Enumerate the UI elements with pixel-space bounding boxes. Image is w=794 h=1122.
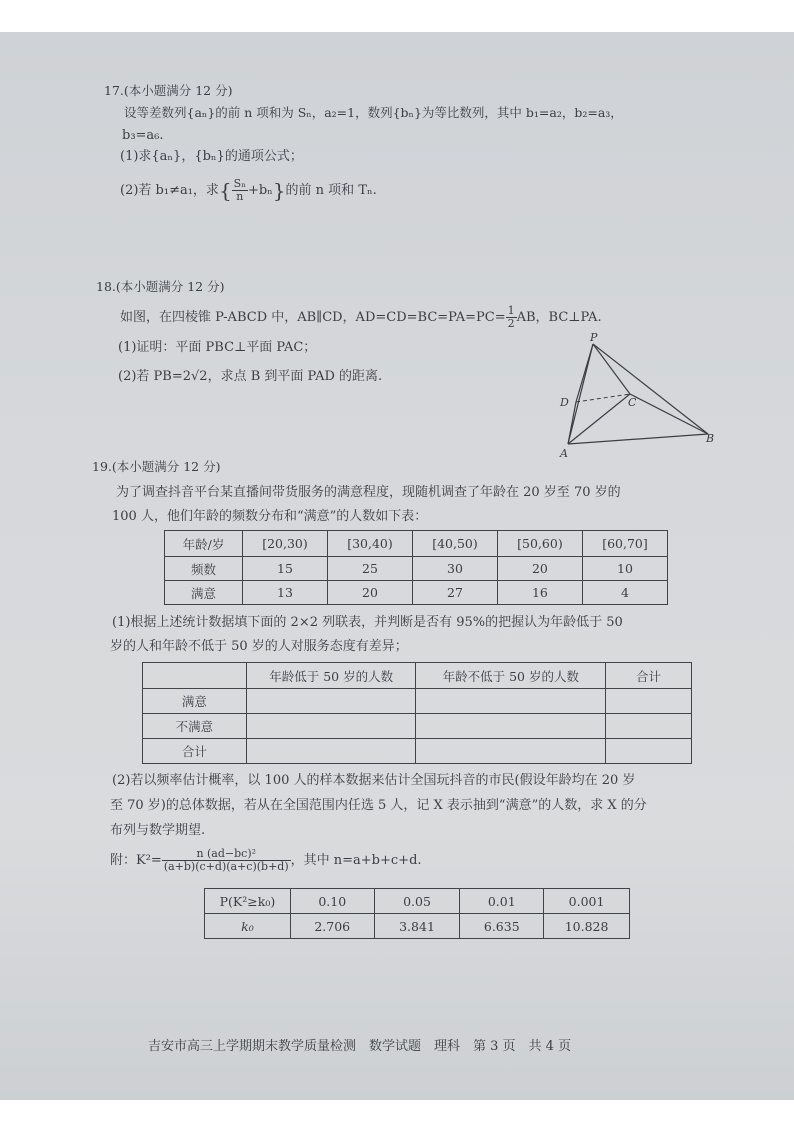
q17-line2: b₃=a₆. (122, 128, 164, 143)
table1-cell: 13 (243, 581, 328, 605)
q19-intro1: 为了调查抖音平台某直播间带货服务的满意程度，现随机调查了年龄在 20 岁至 70 岁的 (116, 485, 621, 500)
q18-line1 (120, 305, 602, 330)
edge-da (568, 402, 576, 444)
table1-cell: 4 (582, 581, 667, 605)
table1-cell: [40,50) (412, 531, 497, 557)
critical-value-table (204, 888, 630, 939)
q18-part2: (2)若 PB=2√2，求点 B 到平面 PAD 的距离. (118, 369, 383, 384)
table3-cell: 0.10 (290, 889, 374, 914)
table1-cell: 20 (327, 581, 412, 605)
label-a: A (560, 447, 568, 460)
table1-row-frequency (165, 557, 668, 581)
label-c: C (628, 396, 637, 409)
table3-cell: 0.001 (544, 889, 630, 914)
label-p: P (590, 331, 598, 344)
table2-row-total (143, 739, 692, 764)
table2-cell: 年龄低于 50 岁的人数 (246, 663, 416, 689)
q17-fraction (232, 178, 248, 203)
q18-line1-post: AB，BC⊥PA. (516, 310, 602, 325)
q19-intro2: 100 人，他们年龄的频数分布和“满意”的人数如下表： (112, 509, 428, 524)
table2-cell: 年龄不低于 50 岁的人数 (416, 663, 606, 689)
table1-cell: 频数 (165, 557, 243, 581)
q19-part2-line3: 布列与数学期望. (110, 823, 206, 838)
q19-part2-line2: 至 70 岁)的总体数据，若从在全国范围内任选 5 人，记 X 表示抽到“满意”的人数，求 X 的分 (110, 798, 647, 813)
formula-pre: 附：K²= (110, 853, 162, 868)
q17-line1: 设等差数列{aₙ}的前 n 项和为 Sₙ，a₂=1，数列{bₙ}为等比数列，其中 b₁=a₂，b₂=a₃， (124, 105, 623, 120)
table3-cell: 0.05 (374, 889, 460, 914)
q17-frac-den: n (236, 190, 244, 203)
table2-blank-cell (606, 714, 692, 739)
edge-pa (568, 344, 593, 444)
age-frequency-table (164, 530, 668, 605)
table3-cell: 0.01 (460, 889, 544, 914)
q17-part2-post: 的前 n 项和 Tₙ. (285, 183, 377, 198)
table2-blank-cell (246, 714, 416, 739)
table2-cell (143, 663, 247, 689)
table1-header-row (165, 531, 668, 557)
table2-blank-cell (246, 689, 416, 714)
table1-cell: 满意 (165, 581, 243, 605)
table3-cell: P(K²≥k₀) (205, 889, 291, 914)
table3-row-k0 (205, 914, 630, 939)
edge-pd (576, 344, 593, 402)
q18-half-fraction (506, 305, 517, 330)
table1-cell: [60,70] (582, 531, 667, 557)
table2-row-satisfied (143, 689, 692, 714)
table2-row-label: 合计 (143, 739, 247, 764)
formula-denominator: (a+b)(c+d)(a+c)(b+d) (163, 860, 289, 873)
table1-cell: 10 (582, 557, 667, 581)
table1-cell: 16 (497, 581, 582, 605)
table2-blank-cell (416, 689, 606, 714)
table1-cell: 27 (412, 581, 497, 605)
table1-cell: [50,60) (497, 531, 582, 557)
table1-cell: 年龄/岁 (165, 531, 243, 557)
q18-part1: (1)证明：平面 PBC⊥平面 PAC； (118, 340, 317, 355)
q18-title: 18.(本小题满分 12 分) (96, 279, 225, 294)
table2-cell: 合计 (606, 663, 692, 689)
table2-row-unsatisfied (143, 714, 692, 739)
q18-frac-num: 1 (507, 304, 515, 317)
edge-ab (568, 434, 708, 444)
q18-frac-den: 2 (507, 317, 515, 330)
table1-cell: [30,40) (327, 531, 412, 557)
formula-fraction (162, 848, 291, 873)
table2-row-label: 不满意 (143, 714, 247, 739)
table3-cell: 2.706 (290, 914, 374, 939)
q19-title: 19.(本小题满分 12 分) (92, 459, 221, 474)
table1-cell: [20,30) (243, 531, 328, 557)
k-squared-formula (110, 848, 422, 874)
table3-cell: k₀ (205, 914, 291, 939)
table2-blank-cell (416, 739, 606, 764)
table2-blank-cell (416, 714, 606, 739)
table3-cell: 10.828 (544, 914, 630, 939)
label-d: D (560, 396, 569, 409)
formula-post: ，其中 n=a+b+c+d. (290, 853, 422, 868)
q19-part2-line1: (2)若以频率估计概率，以 100 人的样本数据来估计全国玩抖音的市民(假设年龄均在 20 岁 (112, 773, 636, 788)
table2-header-row (143, 663, 692, 689)
q17-frac-num: Sₙ (233, 177, 246, 190)
q17-part1: (1)求{aₙ}，{bₙ}的通项公式； (120, 149, 303, 164)
table3-row-probability (205, 889, 630, 914)
page-footer: 吉安市高三上学期期末教学质量检测 数学试题 理科 第 3 页 共 4 页 (148, 1039, 572, 1054)
table2-blank-cell (606, 739, 692, 764)
q17-part2-pre: (2)若 b₁≠a₁，求 (120, 183, 219, 198)
table3-cell: 3.841 (374, 914, 460, 939)
formula-numerator: n (ad−bc)² (162, 848, 291, 861)
contingency-table (142, 662, 692, 764)
table1-cell: 15 (243, 557, 328, 581)
edge-pb (593, 344, 708, 434)
q17-part2-plus: +bₙ (247, 183, 273, 198)
table1-cell: 25 (327, 557, 412, 581)
q19-part1-line2: 岁的人和年龄不低于 50 岁的人对服务态度有差异； (110, 639, 408, 654)
q17-title: 17.(本小题满分 12 分) (104, 83, 233, 98)
table1-cell: 30 (412, 557, 497, 581)
q18-line1-pre: 如图，在四棱锥 P-ABCD 中，AB∥CD，AD=CD=BC=PA=PC= (120, 310, 506, 325)
table2-blank-cell (606, 689, 692, 714)
pyramid-diagram (548, 330, 728, 460)
table1-row-satisfied (165, 581, 668, 605)
table1-cell: 20 (497, 557, 582, 581)
table3-cell: 6.635 (460, 914, 544, 939)
table2-row-label: 满意 (143, 689, 247, 714)
edge-cb (630, 394, 708, 434)
q17-part2: (2)若 b₁≠a₁，求{ $\frac{\text{Sₙ}}{n}$ +bₙ}的前 n 项和 Tₙ. (120, 177, 377, 203)
table2-blank-cell (246, 739, 416, 764)
q19-part1-line1: (1)根据上述统计数据填下面的 2×2 列联表，并判断是否有 95%的把握认为年龄低于 50 (112, 615, 623, 630)
label-b: B (706, 432, 715, 445)
